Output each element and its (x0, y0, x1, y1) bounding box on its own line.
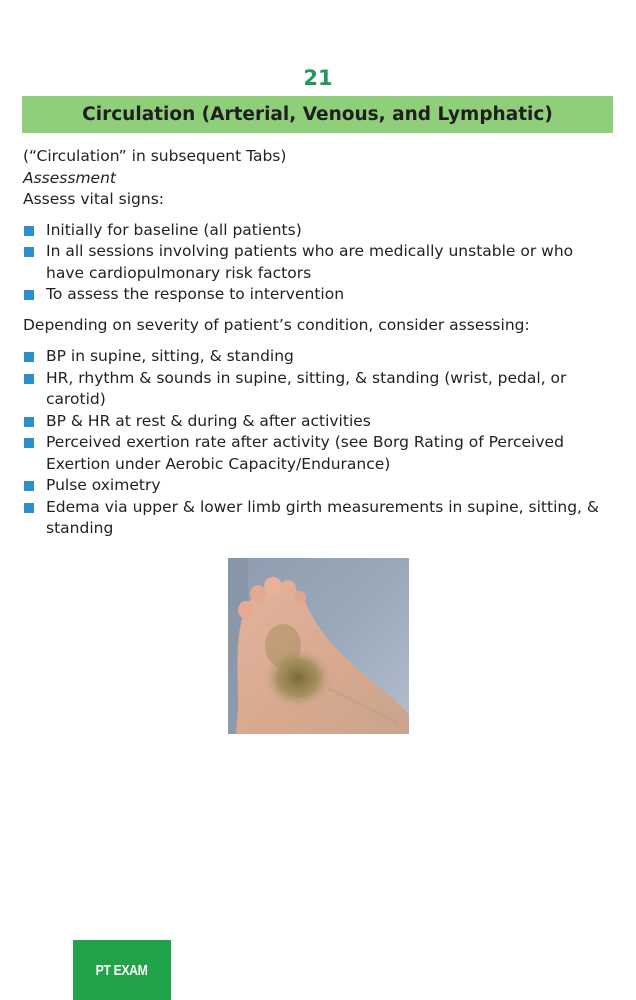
section-title: Circulation (Arterial, Venous, and Lymphatic) (82, 104, 553, 125)
severity-lead: Depending on severity of patient’s condition, consider assessing: (23, 315, 530, 334)
square-bullet-icon (24, 374, 34, 384)
section-tab-marker (73, 940, 171, 1000)
square-bullet-icon (24, 417, 34, 427)
list-item: To assess the response to intervention (23, 284, 613, 306)
section-title-band (22, 96, 613, 133)
list-item: BP in supine, sitting, & standing (23, 346, 613, 368)
list-item: Initially for baseline (all patients) (23, 220, 613, 242)
square-bullet-icon (24, 481, 34, 491)
square-bullet-icon (24, 290, 34, 300)
list-item: In all sessions involving patients who are medically unstable or who have cardiopulmonary risk factors (23, 241, 613, 284)
intro-note: (“Circulation” in subsequent Tabs) (23, 147, 287, 165)
body-content (23, 146, 613, 540)
list-item: Perceived exertion rate after activity (see Borg Rating of Perceived Exertion under Aerobic Capacity/Endurance) (23, 432, 613, 475)
assessment-heading: Assessment (23, 168, 116, 187)
section-tab-label: PT EXAM (96, 961, 148, 979)
square-bullet-icon (24, 438, 34, 448)
square-bullet-icon (24, 247, 34, 257)
list-item: Edema via upper & lower limb girth measurements in supine, sitting, & standing (23, 497, 613, 540)
list-item: Pulse oximetry (23, 475, 613, 497)
vital-signs-list (23, 220, 613, 306)
edematous-foot-photo (228, 558, 409, 734)
square-bullet-icon (24, 503, 34, 513)
page-number: 21 (303, 66, 333, 90)
list-item: BP & HR at rest & during & after activities (23, 411, 613, 433)
list-item: HR, rhythm & sounds in supine, sitting, & standing (wrist, pedal, or carotid) (23, 368, 613, 411)
square-bullet-icon (24, 226, 34, 236)
assessment-list (23, 346, 613, 540)
vital-signs-lead: Assess vital signs: (23, 190, 164, 208)
square-bullet-icon (24, 352, 34, 362)
